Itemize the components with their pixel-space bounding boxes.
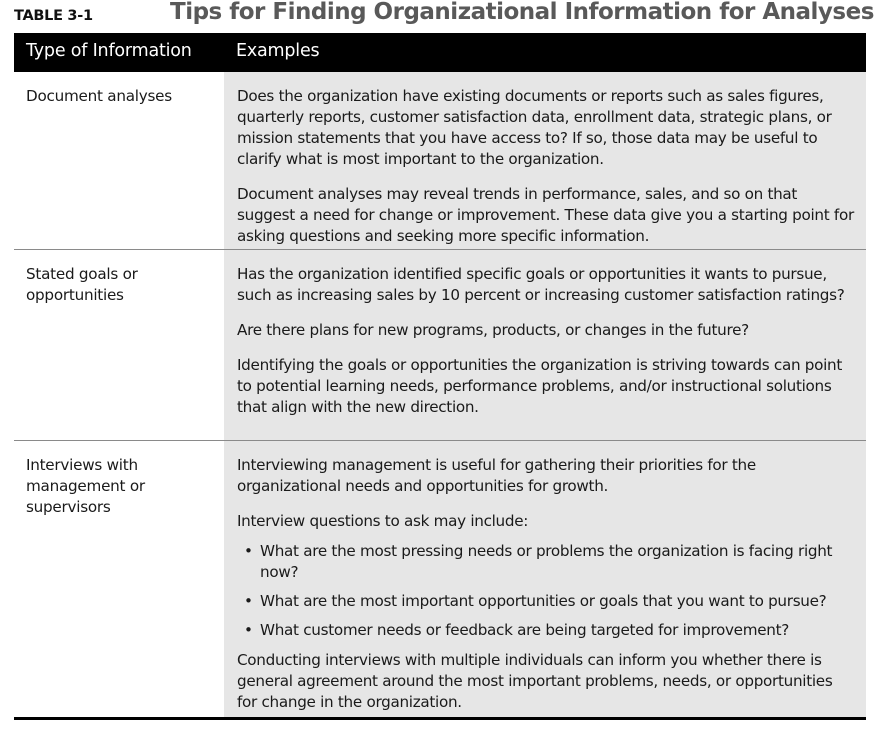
table-number-label: TABLE 3-1 xyxy=(14,8,93,24)
example-paragraph: Identifying the goals or opportunities the organization is striving towards can point to potential learning needs, performance problems, and/or instructional solutions that align with the new direction. xyxy=(237,356,843,416)
question-list xyxy=(237,541,856,641)
example-paragraph: Interview questions to ask may include: xyxy=(237,512,529,530)
list-item xyxy=(237,620,856,641)
example-paragraph: Has the organization identified specific goals or opportunities it wants to pursue, such as increasing sales by 10 percent or increasing customer satisfaction ratings? xyxy=(237,265,845,304)
table-row-document-analyses xyxy=(14,72,866,250)
table-header-row xyxy=(14,33,866,72)
table-title: Tips for Finding Organizational Information for Analyses xyxy=(170,0,874,25)
example-paragraph: Document analyses may reveal trends in performance, sales, and so on that suggest a need for change or improvement. These data give you a starting point for asking questions and seeking more specific information. xyxy=(237,185,854,245)
tips-table xyxy=(14,33,866,720)
examples-cell xyxy=(224,72,866,249)
list-item xyxy=(237,591,856,612)
table-row-interviews xyxy=(14,441,866,720)
bullet-icon: • xyxy=(244,542,253,560)
examples-cell xyxy=(224,250,866,440)
column-header-type: Type of Information xyxy=(26,41,192,61)
example-paragraph: Conducting interviews with multiple individuals can inform you whether there is general agreement around the most important problems, needs, or opportunities for change in the organization. xyxy=(237,651,833,711)
list-item-text: What are the most pressing needs or problems the organization is facing right now? xyxy=(260,542,833,581)
list-item xyxy=(237,541,856,583)
type-cell: Stated goals or opportunities xyxy=(26,265,138,304)
bullet-icon: • xyxy=(244,592,253,610)
example-paragraph: Are there plans for new programs, products, or changes in the future? xyxy=(237,321,749,339)
examples-cell xyxy=(224,441,866,717)
type-cell: Interviews with management or supervisors xyxy=(26,456,145,516)
list-item-text: What are the most important opportunities or goals that you want to pursue? xyxy=(260,592,827,610)
table-header xyxy=(14,0,874,31)
column-header-examples: Examples xyxy=(236,41,320,61)
table-row-stated-goals xyxy=(14,250,866,441)
example-paragraph: Interviewing management is useful for gathering their priorities for the organizational needs and opportunities for growth. xyxy=(237,456,756,495)
bullet-icon: • xyxy=(244,621,253,639)
list-item-text: What customer needs or feedback are being targeted for improvement? xyxy=(260,621,789,639)
type-cell: Document analyses xyxy=(26,87,172,105)
example-paragraph: Does the organization have existing documents or reports such as sales figures, quarterly reports, customer satisfaction data, enrollment data, strategic plans, or mission statements that you have access to? If so, those data may be useful to clarify what is most important to the organization. xyxy=(237,87,832,168)
